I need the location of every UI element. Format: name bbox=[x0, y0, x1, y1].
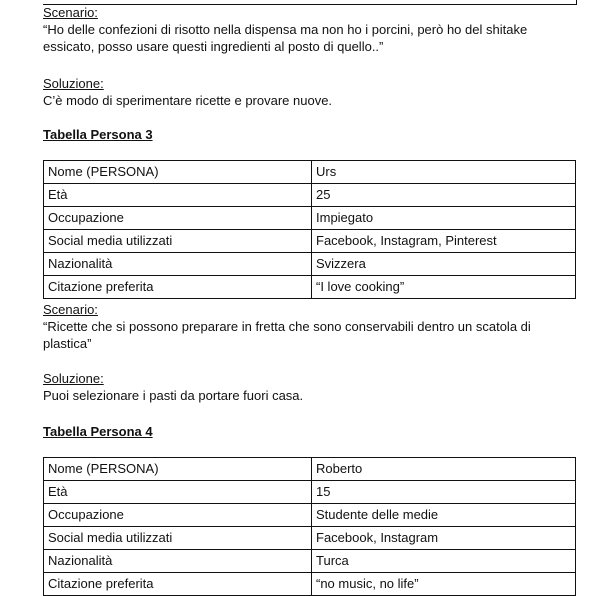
table-row bbox=[44, 573, 576, 596]
table-cell-key: Social media utilizzati bbox=[44, 527, 312, 550]
table-cell-key: Età bbox=[44, 184, 312, 207]
table-row bbox=[44, 550, 576, 573]
table-cell-key: Nome (PERSONA) bbox=[44, 458, 312, 481]
table-cell-key: Età bbox=[44, 481, 312, 504]
table-cell-key: Citazione preferita bbox=[44, 276, 312, 299]
solution-3-section bbox=[43, 371, 576, 404]
table-cell-key: Occupazione bbox=[44, 504, 312, 527]
scenario-text: “Ho delle confezioni di risotto nella dispensa ma non ho i porcini, però ho del shitake essicato, posso usare questi ingredienti al posto di quello..” bbox=[43, 22, 528, 54]
persona-4-table bbox=[43, 457, 576, 596]
table-cell-key: Nome (PERSONA) bbox=[44, 161, 312, 184]
table-row bbox=[44, 253, 576, 276]
persona-3-table bbox=[43, 160, 576, 299]
table-row bbox=[44, 458, 576, 481]
table-cell-value: Turca bbox=[312, 550, 576, 573]
table-row bbox=[44, 504, 576, 527]
table-cell-key: Nazionalità bbox=[44, 253, 312, 276]
table-cell-value: Facebook, Instagram bbox=[312, 527, 576, 550]
persona-3-heading: Tabella Persona 3 bbox=[43, 127, 153, 142]
table-row bbox=[44, 207, 576, 230]
scenario-label: Scenario: bbox=[43, 302, 98, 317]
table-cell-key: Citazione preferita bbox=[44, 573, 312, 596]
table-row bbox=[44, 276, 576, 299]
table-cell-key: Social media utilizzati bbox=[44, 230, 312, 253]
table-cell-value: 25 bbox=[312, 184, 576, 207]
table-cell-value: Impiegato bbox=[312, 207, 576, 230]
persona-4-heading: Tabella Persona 4 bbox=[43, 424, 153, 439]
solution-text: C’è modo di sperimentare ricette e provare nuove. bbox=[43, 93, 333, 108]
scenario-2-section bbox=[43, 5, 576, 55]
solution-label: Soluzione: bbox=[43, 371, 104, 386]
table-cell-value: 15 bbox=[312, 481, 576, 504]
persona-4-heading-block bbox=[43, 424, 576, 440]
table-row bbox=[44, 527, 576, 550]
scenario-3-section bbox=[43, 302, 576, 352]
table-row bbox=[44, 184, 576, 207]
scenario-text: “Ricette che si possono preparare in fretta che sono conservabili dentro un scatola di plastica” bbox=[43, 319, 531, 351]
table-cell-value: Svizzera bbox=[312, 253, 576, 276]
solution-text: Puoi selezionare i pasti da portare fuori casa. bbox=[43, 388, 304, 403]
table-cell-value: Studente delle medie bbox=[312, 504, 576, 527]
scenario-label: Scenario: bbox=[43, 5, 98, 20]
table-cell-value: Facebook, Instagram, Pinterest bbox=[312, 230, 576, 253]
table-row bbox=[44, 481, 576, 504]
table-row bbox=[44, 230, 576, 253]
table-cell-value: Urs bbox=[312, 161, 576, 184]
table-cell-value: “no music, no life” bbox=[312, 573, 576, 596]
table-cell-value: Roberto bbox=[312, 458, 576, 481]
solution-2-section bbox=[43, 76, 576, 109]
persona-3-heading-block bbox=[43, 127, 576, 143]
table-cell-key: Nazionalità bbox=[44, 550, 312, 573]
table-cell-key: Occupazione bbox=[44, 207, 312, 230]
solution-label: Soluzione: bbox=[43, 76, 104, 91]
table-cell-value: “I love cooking” bbox=[312, 276, 576, 299]
table-row bbox=[44, 161, 576, 184]
